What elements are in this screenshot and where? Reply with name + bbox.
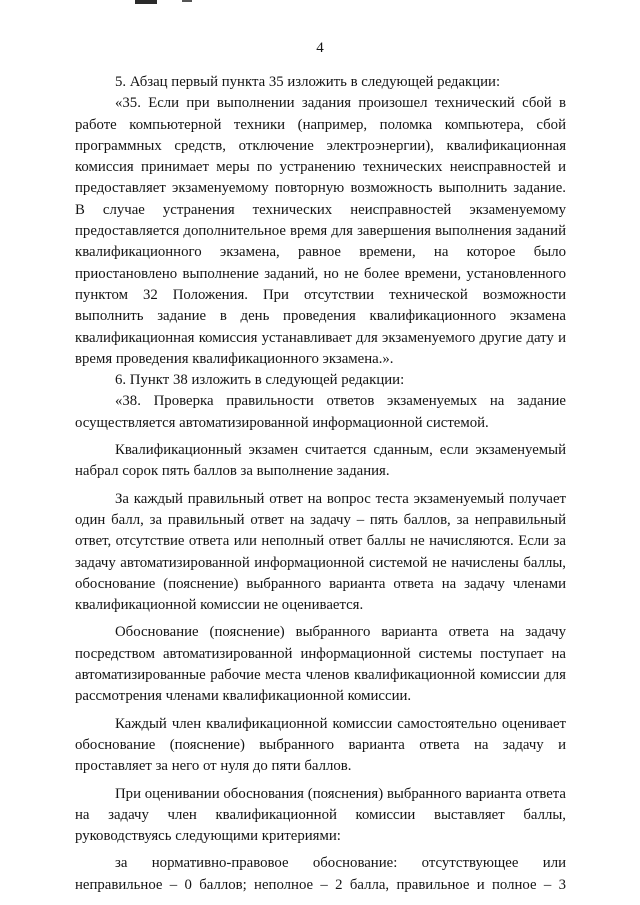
scan-mark xyxy=(135,0,157,4)
paragraph-criteria-legal: за нормативно-правовое обоснование: отсутствующее или неправильное – 0 баллов; неполное – 2 балла, правильное и полное – 3 xyxy=(75,855,566,893)
paragraph-criteria-intro: При оценивании обоснования (пояснения) выбранного варианта ответа на задачу член квалификационной комиссии выставляет баллы, руководствуясь следующими критериями: xyxy=(75,785,566,845)
paragraph-scoring: За каждый правильный ответ на вопрос теста экзаменуемый получает один балл, за правильный ответ на задачу – пять баллов, за неправильный ответ, отсутствие ответа или неполный ответ баллы не начисляются. Если за задачу автоматизированной информационной системой не начислены баллы, обоснование (пояснение) выбранного варианта ответа на задачу членами квалификационной комиссии не оценивается. xyxy=(75,490,566,614)
paragraph-point-35: «35. Если при выполнении задания произошел технический сбой в работе компьютерной техники (например, поломка компьютера, сбой программных средств, отключение электроэнергии), квалификационная комиссия принимает меры по устранению технических неисправностей и предоставляет экзаменуемому повторную возможность выполнить задание. В случае устранения технических неисправностей экзаменуемому предоставляется дополнительное время для завершения выполнения заданий квалификационного экзамена, равное времени, на которое было приостановлено выполнение заданий, но не более времени, установленного пунктом 32 Положения. При отсутствии технической возможности выполнить задание в день проведения квалификационного экзамена квалификационная комиссия устанавливает для экзаменуемого другие дату и время проведения квалификационного экзамена.». xyxy=(75,95,566,367)
paragraph-point-38: «38. Проверка правильности ответов экзаменуемых на задание осуществляется автоматизированной информационной системой. xyxy=(75,393,566,431)
scan-mark-small xyxy=(182,0,192,2)
document-body xyxy=(75,72,566,896)
paragraph-justification-delivery: Обоснование (пояснение) выбранного варианта ответа на задачу посредством автоматизированной информационной системы поступает на автоматизированные рабочие места членов квалификационной комиссии для рассмотрения членами квалификационной комиссии. xyxy=(75,624,566,705)
paragraph-amendment-5: 5. Абзац первый пункта 35 изложить в следующей редакции: xyxy=(115,74,501,90)
paragraph-amendment-6: 6. Пункт 38 изложить в следующей редакции: xyxy=(115,372,405,389)
paragraph-exam-passed: Квалификационный экзамен считается сданным, если экзаменуемый набрал сорок пять баллов за выполнение задания. xyxy=(75,442,566,480)
page-number: 4 xyxy=(316,40,324,56)
paragraph-member-evaluation: Каждый член квалификационной комиссии самостоятельно оценивает обоснование (пояснение) выбранного варианта ответа на задачу и проставляет за него от нуля до пяти баллов. xyxy=(75,715,566,775)
